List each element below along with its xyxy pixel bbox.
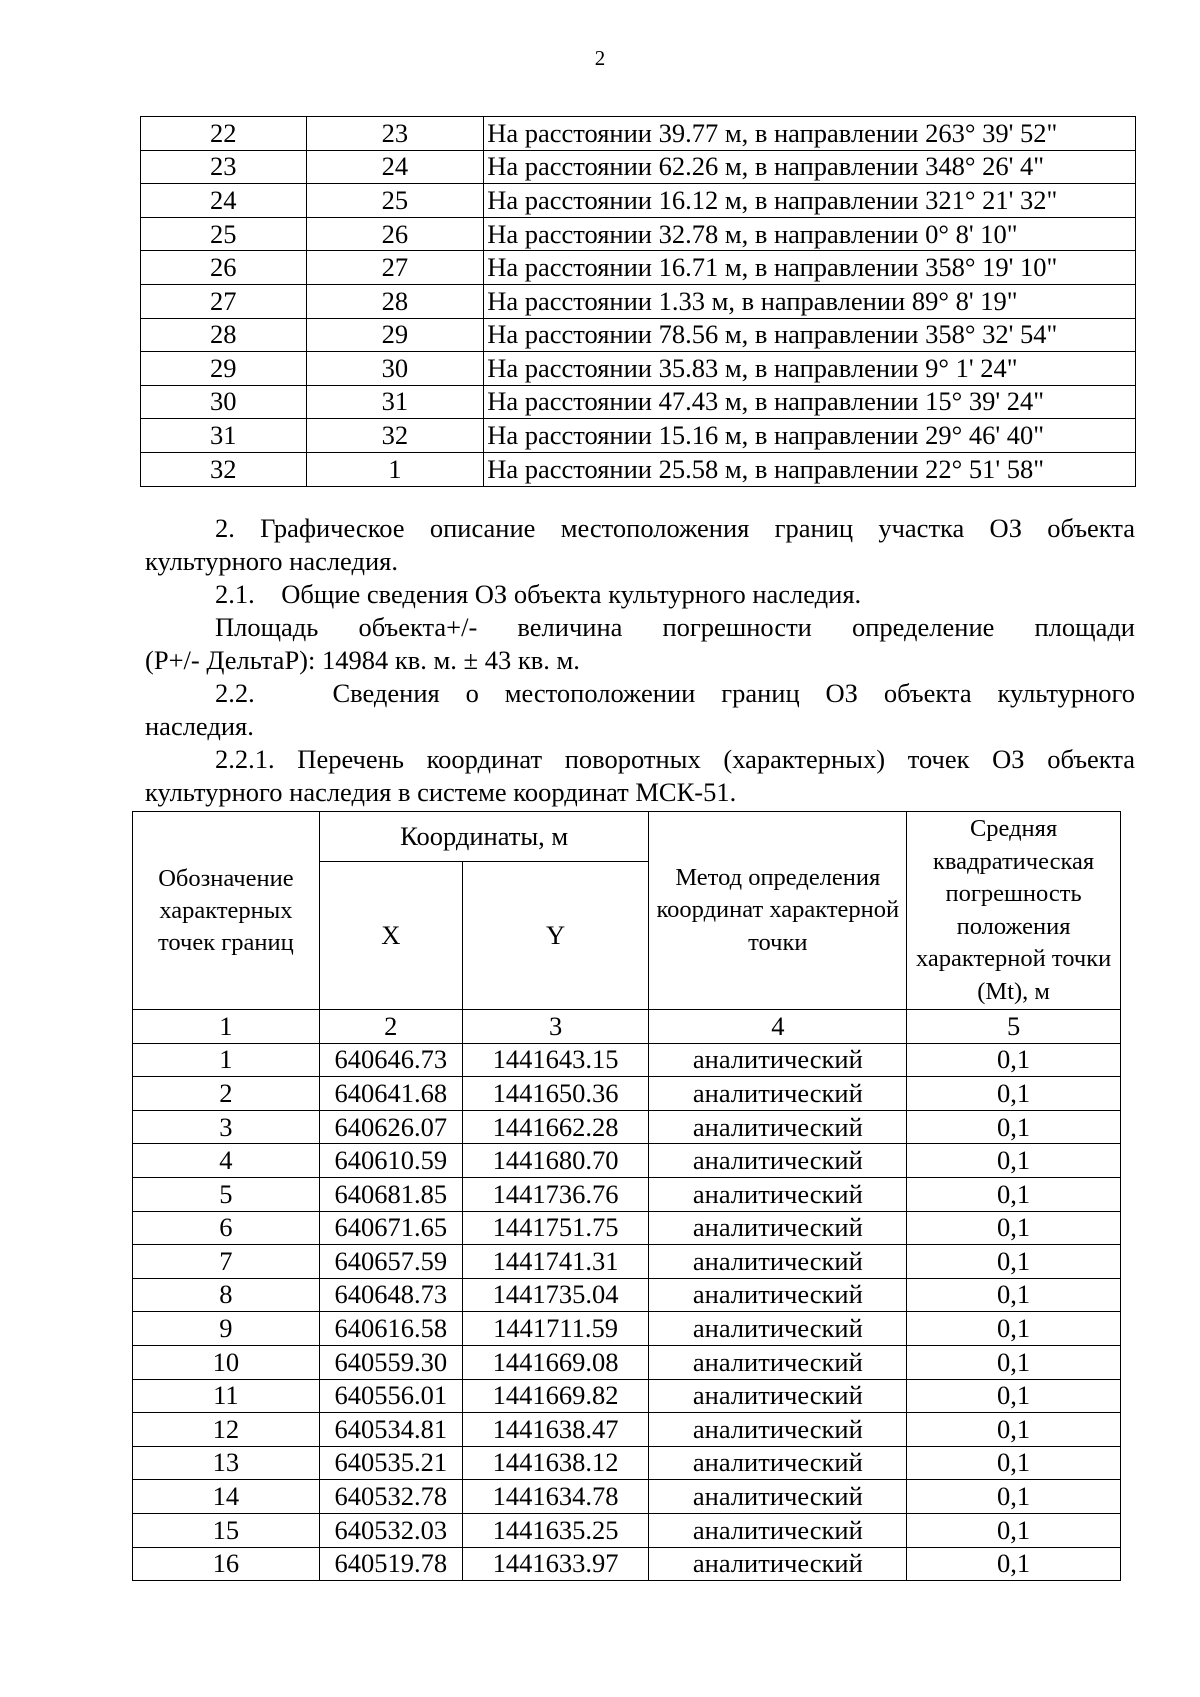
method-cell: аналитический — [649, 1480, 907, 1514]
point-number-cell: 1 — [133, 1043, 320, 1077]
page-number: 2 — [594, 46, 606, 70]
x-coordinate-cell: 640616.58 — [319, 1312, 462, 1346]
y-coordinate-cell: 1441680.70 — [462, 1144, 649, 1178]
header-error: Средняя квадратическая погрешность положения характерной точки (Mt), м — [907, 812, 1121, 1010]
paragraph-line: Площадь объекта+/- величина погрешности определение площади — [215, 612, 1135, 642]
table-row — [133, 1446, 1121, 1480]
point-number-cell: 3 — [133, 1110, 320, 1144]
x-coordinate-cell: 640532.78 — [319, 1480, 462, 1514]
column-number: 5 — [907, 1010, 1121, 1044]
method-cell: аналитический — [649, 1513, 907, 1547]
error-cell: 0,1 — [907, 1211, 1121, 1245]
table-row — [133, 1144, 1121, 1178]
point-number-cell: 5 — [133, 1177, 320, 1211]
from-point-cell: 26 — [141, 251, 307, 285]
header-coordinates: Координаты, м — [319, 812, 649, 862]
segment-description-cell: На расстоянии 35.83 м, в направлении 9° 1' 24" — [484, 352, 1136, 386]
from-point-cell: 24 — [141, 184, 307, 218]
point-number-cell: 11 — [133, 1379, 320, 1413]
method-cell: аналитический — [649, 1043, 907, 1077]
table-row — [133, 1211, 1121, 1245]
y-coordinate-cell: 1441650.36 — [462, 1077, 649, 1111]
table-row — [133, 1379, 1121, 1413]
error-cell: 0,1 — [907, 1278, 1121, 1312]
segment-description-cell: На расстоянии 16.12 м, в направлении 321° 21' 32" — [484, 184, 1136, 218]
paragraph-line: культурного наследия в системе координат МСК-51. — [145, 777, 737, 807]
segment-description-cell: На расстоянии 62.26 м, в направлении 348° 26' 4" — [484, 150, 1136, 184]
segments-table — [140, 116, 1136, 487]
point-number-cell: 10 — [133, 1345, 320, 1379]
table-row — [141, 217, 1136, 251]
segment-description-cell: На расстоянии 16.71 м, в направлении 358° 19' 10" — [484, 251, 1136, 285]
from-point-cell: 28 — [141, 318, 307, 352]
coordinates-table-body — [133, 1043, 1121, 1581]
table-row — [133, 1480, 1121, 1514]
segment-description-cell: На расстоянии 47.43 м, в направлении 15° 39' 24" — [484, 385, 1136, 419]
error-cell: 0,1 — [907, 1043, 1121, 1077]
table-row — [133, 1513, 1121, 1547]
paragraph-section-2 — [145, 512, 1135, 578]
point-number-cell: 9 — [133, 1312, 320, 1346]
paragraph-line: 2. Графическое описание местоположения границ участка ОЗ объекта — [215, 513, 1135, 543]
coordinates-table — [132, 811, 1121, 1581]
table-row — [133, 1345, 1121, 1379]
x-coordinate-cell: 640610.59 — [319, 1144, 462, 1178]
table-row — [141, 150, 1136, 184]
table-row — [133, 1413, 1121, 1447]
x-coordinate-cell: 640559.30 — [319, 1345, 462, 1379]
y-coordinate-cell: 1441751.75 — [462, 1211, 649, 1245]
to-point-cell: 32 — [306, 419, 484, 453]
method-cell: аналитический — [649, 1144, 907, 1178]
header-x: X — [319, 862, 462, 1010]
method-cell: аналитический — [649, 1177, 907, 1211]
method-cell: аналитический — [649, 1211, 907, 1245]
error-cell: 0,1 — [907, 1177, 1121, 1211]
error-cell: 0,1 — [907, 1413, 1121, 1447]
to-point-cell: 25 — [306, 184, 484, 218]
error-cell: 0,1 — [907, 1077, 1121, 1111]
from-point-cell: 32 — [141, 452, 307, 486]
to-point-cell: 29 — [306, 318, 484, 352]
x-coordinate-cell: 640519.78 — [319, 1547, 462, 1581]
table-row — [133, 1278, 1121, 1312]
table-row — [141, 352, 1136, 386]
y-coordinate-cell: 1441741.31 — [462, 1245, 649, 1279]
point-number-cell: 6 — [133, 1211, 320, 1245]
method-cell: аналитический — [649, 1245, 907, 1279]
method-cell: аналитический — [649, 1547, 907, 1581]
y-coordinate-cell: 1441711.59 — [462, 1312, 649, 1346]
table-row — [133, 1043, 1121, 1077]
error-cell: 0,1 — [907, 1547, 1121, 1581]
x-coordinate-cell: 640648.73 — [319, 1278, 462, 1312]
error-cell: 0,1 — [907, 1513, 1121, 1547]
segment-description-cell: На расстоянии 78.56 м, в направлении 358° 32' 54" — [484, 318, 1136, 352]
table-row — [141, 284, 1136, 318]
paragraph-area — [145, 611, 1135, 677]
method-cell: аналитический — [649, 1446, 907, 1480]
x-coordinate-cell: 640641.68 — [319, 1077, 462, 1111]
error-cell: 0,1 — [907, 1446, 1121, 1480]
from-point-cell: 30 — [141, 385, 307, 419]
x-coordinate-cell: 640535.21 — [319, 1446, 462, 1480]
header-method: Метод определения координат характерной точки — [649, 812, 907, 1010]
y-coordinate-cell: 1441662.28 — [462, 1110, 649, 1144]
x-coordinate-cell: 640657.59 — [319, 1245, 462, 1279]
column-number: 3 — [462, 1010, 649, 1044]
point-number-cell: 16 — [133, 1547, 320, 1581]
paragraph-line: 2.2.1. Перечень координат поворотных (характерных) точек ОЗ объекта — [215, 744, 1135, 774]
x-coordinate-cell: 640534.81 — [319, 1413, 462, 1447]
x-coordinate-cell: 640556.01 — [319, 1379, 462, 1413]
table-row — [141, 184, 1136, 218]
y-coordinate-cell: 1441736.76 — [462, 1177, 649, 1211]
paragraph-line: наследия. — [145, 711, 254, 741]
method-cell: аналитический — [649, 1312, 907, 1346]
y-coordinate-cell: 1441635.25 — [462, 1513, 649, 1547]
column-number: 1 — [133, 1010, 320, 1044]
paragraph-line: культурного наследия. — [145, 546, 398, 576]
table-row — [141, 318, 1136, 352]
y-coordinate-cell: 1441669.82 — [462, 1379, 649, 1413]
paragraph-line: 2.2. Сведения о местоположении границ ОЗ объекта культурного — [215, 678, 1135, 708]
table-row — [133, 1245, 1121, 1279]
column-number: 2 — [319, 1010, 462, 1044]
error-cell: 0,1 — [907, 1245, 1121, 1279]
header-point-designation: Обозначение характерных точек границ — [133, 812, 320, 1010]
segment-description-cell: На расстоянии 15.16 м, в направлении 29° 46' 40" — [484, 419, 1136, 453]
paragraph-line: (P+/- ДельтаP): 14984 кв. м. ± 43 кв. м. — [145, 645, 580, 675]
table-row — [141, 385, 1136, 419]
table-row — [141, 117, 1136, 151]
error-cell: 0,1 — [907, 1144, 1121, 1178]
y-coordinate-cell: 1441735.04 — [462, 1278, 649, 1312]
method-cell: аналитический — [649, 1278, 907, 1312]
y-coordinate-cell: 1441669.08 — [462, 1345, 649, 1379]
table-row — [133, 1177, 1121, 1211]
segments-table-body — [141, 117, 1136, 487]
header-y: Y — [462, 862, 649, 1010]
point-number-cell: 15 — [133, 1513, 320, 1547]
column-number-row — [133, 1010, 1121, 1044]
y-coordinate-cell: 1441638.47 — [462, 1413, 649, 1447]
y-coordinate-cell: 1441638.12 — [462, 1446, 649, 1480]
point-number-cell: 12 — [133, 1413, 320, 1447]
to-point-cell: 27 — [306, 251, 484, 285]
column-number: 4 — [649, 1010, 907, 1044]
point-number-cell: 7 — [133, 1245, 320, 1279]
from-point-cell: 29 — [141, 352, 307, 386]
header-row — [133, 812, 1121, 862]
x-coordinate-cell: 640681.85 — [319, 1177, 462, 1211]
x-coordinate-cell: 640646.73 — [319, 1043, 462, 1077]
to-point-cell: 31 — [306, 385, 484, 419]
segment-description-cell: На расстоянии 1.33 м, в направлении 89° 8' 19" — [484, 284, 1136, 318]
error-cell: 0,1 — [907, 1379, 1121, 1413]
y-coordinate-cell: 1441634.78 — [462, 1480, 649, 1514]
x-coordinate-cell: 640532.03 — [319, 1513, 462, 1547]
point-number-cell: 8 — [133, 1278, 320, 1312]
from-point-cell: 23 — [141, 150, 307, 184]
from-point-cell: 27 — [141, 284, 307, 318]
method-cell: аналитический — [649, 1077, 907, 1111]
point-number-cell: 2 — [133, 1077, 320, 1111]
point-number-cell: 14 — [133, 1480, 320, 1514]
paragraph-section-2-1 — [145, 578, 1135, 611]
segment-description-cell: На расстоянии 39.77 м, в направлении 263° 39' 52" — [484, 117, 1136, 151]
table-row — [141, 452, 1136, 486]
method-cell: аналитический — [649, 1110, 907, 1144]
table-row — [141, 419, 1136, 453]
to-point-cell: 1 — [306, 452, 484, 486]
x-coordinate-cell: 640671.65 — [319, 1211, 462, 1245]
table-row — [141, 251, 1136, 285]
segment-description-cell: На расстоянии 32.78 м, в направлении 0° 8' 10" — [484, 217, 1136, 251]
from-point-cell: 25 — [141, 217, 307, 251]
paragraph-line: 2.1. Общие сведения ОЗ объекта культурного наследия. — [215, 579, 862, 609]
table-row — [133, 1547, 1121, 1581]
to-point-cell: 28 — [306, 284, 484, 318]
coordinates-table-header — [133, 812, 1121, 1044]
y-coordinate-cell: 1441643.15 — [462, 1043, 649, 1077]
table-row — [133, 1312, 1121, 1346]
to-point-cell: 24 — [306, 150, 484, 184]
error-cell: 0,1 — [907, 1480, 1121, 1514]
method-cell: аналитический — [649, 1345, 907, 1379]
from-point-cell: 31 — [141, 419, 307, 453]
x-coordinate-cell: 640626.07 — [319, 1110, 462, 1144]
to-point-cell: 30 — [306, 352, 484, 386]
method-cell: аналитический — [649, 1413, 907, 1447]
error-cell: 0,1 — [907, 1110, 1121, 1144]
error-cell: 0,1 — [907, 1345, 1121, 1379]
y-coordinate-cell: 1441633.97 — [462, 1547, 649, 1581]
to-point-cell: 23 — [306, 117, 484, 151]
method-cell: аналитический — [649, 1379, 907, 1413]
table-row — [133, 1077, 1121, 1111]
point-number-cell: 4 — [133, 1144, 320, 1178]
paragraph-section-2-2-1 — [145, 743, 1135, 809]
point-number-cell: 13 — [133, 1446, 320, 1480]
paragraph-section-2-2 — [145, 677, 1135, 743]
from-point-cell: 22 — [141, 117, 307, 151]
segment-description-cell: На расстоянии 25.58 м, в направлении 22° 51' 58" — [484, 452, 1136, 486]
error-cell: 0,1 — [907, 1312, 1121, 1346]
table-row — [133, 1110, 1121, 1144]
to-point-cell: 26 — [306, 217, 484, 251]
